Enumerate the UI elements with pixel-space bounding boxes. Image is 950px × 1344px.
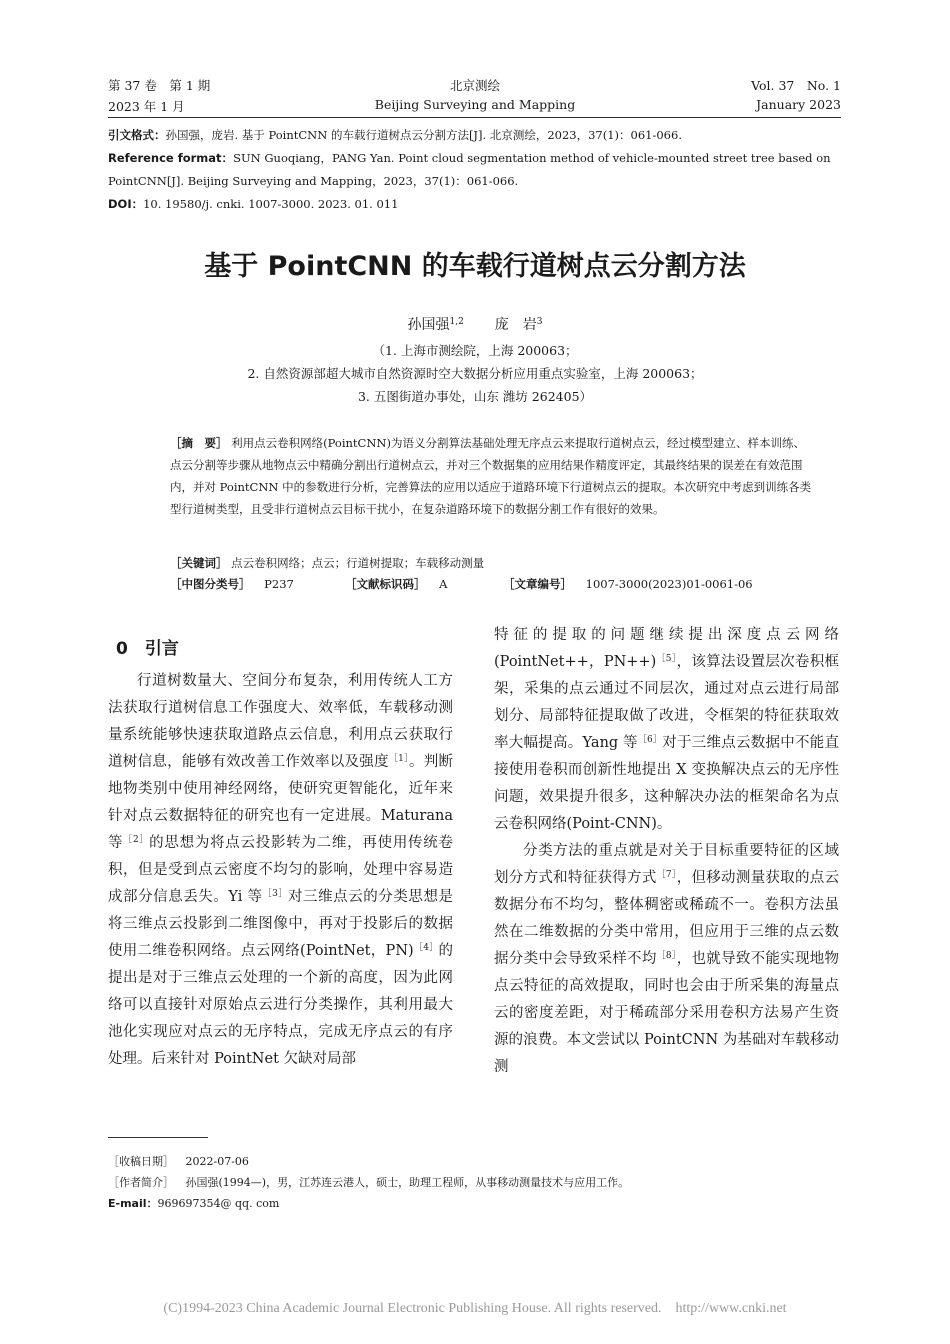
abstract <box>170 432 816 520</box>
clc-value: P237 <box>264 577 294 591</box>
citation-3: ［3］ <box>262 889 288 899</box>
email-label: E-mail： <box>108 1197 158 1210</box>
citation-4: ［4］ <box>413 943 439 953</box>
affiliation-2: 2. 自然资源部超大城市自然资源时空大数据分析应用重点实验室，上海 200063； <box>247 366 703 381</box>
intro-paragraph-2 <box>494 838 839 1081</box>
para-text: 特征的提取的问题继续提出深度点云网络(PointNet++，PN++) <box>494 627 839 670</box>
header-journal-cn: 北京测绘 <box>449 78 500 93</box>
author-1-affil: 1,2 <box>449 317 464 327</box>
copyright-notice: (C)1994-2023 China Academic Journal Electronic Publishing House. All rights reserved. http://www.cnki.net <box>163 1301 787 1316</box>
para-text: 分类方法的重点就是对关于目标重要特征的区域划分方式和特征获得方式 <box>494 843 839 886</box>
citation-1: ［1］ <box>388 754 409 764</box>
reference-en-text-1: SUN Guoqiang，PANG Yan. Point cloud segmentation method of vehicle-mounted street tree based on <box>233 151 831 165</box>
para-text: 。判断地物类别中使用神经网络，使研究更智能化，近年来针对点云数据特征的研究也有一定进展。Maturana 等 <box>108 754 454 851</box>
author-bio: 孙国强(1994—)，男，江苏连云港人，硕士，助理工程师，从事移动测量技术与应用工作。 <box>185 1176 630 1189</box>
keywords-text: 点云卷积网络；点云；行道树提取；车载移动测量 <box>231 556 485 570</box>
reference-cn-text: 孙国强，庞岩. 基于 PointCNN 的车载行道树点云分割方法[J]. 北京测绘，2023，37(1)：061-066. <box>165 128 682 142</box>
article-number <box>503 576 753 592</box>
doc-code-label: ［文献标识码］ <box>345 577 426 591</box>
author-bio-label: ［作者简介］ <box>108 1176 174 1189</box>
footnote-email <box>108 1193 279 1214</box>
author-1: 孙国强 <box>407 317 450 333</box>
citation-6: ［6］ <box>637 735 663 745</box>
email-address: 969697354@ qq. com <box>157 1197 280 1210</box>
header-journal-en: Beijing Surveying and Mapping <box>374 97 576 112</box>
classification-number <box>170 576 294 592</box>
document-code <box>345 576 447 592</box>
header-volume-issue-en: Vol. 37 No. 1 <box>751 78 841 93</box>
para-text: 行道树数量大、空间分布复杂，利用传统人工方法获取行道树信息工作强度大、效率低，车载移动测量系统能够快速获取道路点云信息，利用点云获取行道树信息，能够有效改善工作效率以及强度 <box>108 673 453 770</box>
section-heading-intro: 0 引言 <box>116 639 179 659</box>
author-2: 庞 岩 <box>494 317 537 333</box>
header-date-cn: 2023 年 1 月 <box>108 99 185 114</box>
para-text: ，但移动测量获取的点云数据分布不均匀，整体稠密或稀疏不一。卷积方法虽然在二维数据的分类中常用，但应用于三维的点云数据分类中会导致采样不均 <box>494 870 840 967</box>
citation-8: ［8］ <box>656 951 677 961</box>
abstract-label: ［摘 要］ <box>170 436 228 450</box>
left-column <box>108 632 453 1073</box>
para-text: 的思想为将点云投影转为二维，再使用传统卷积，但是受到点云密度不均匀的影响，处理中容易造成部分信息丢失。Yi 等 <box>108 835 454 905</box>
abstract-text: 利用点云卷积网络(PointCNN)为语义分割算法基础处理无序点云来提取行道树点云，经过模型建立、样本训练、点云分割等步骤从地物点云中精确分割出行道树点云，并对三个数据集的应用结果作精度评定，其最终结果的误差在有效范围内，并对 PointCNN 中的参数进行分析，完善算法的应用以适应于道路环境下行道树点云的提取。本次研究中考虑到训练各类型行道树类型，且受非行道树点云目标干扰小，在复杂道路环境下的数据分割工作有很好的效果。 <box>170 436 812 516</box>
reference-cn-label: 引文格式： <box>108 128 166 142</box>
header-date-en: January 2023 <box>756 97 841 112</box>
para-text: ，该算法设置层次卷积框架，采集的点云通过不同层次，通过对点云进行局部划分、局部特征提取做了改进，令框架的特征获取效率大幅提高。Yang 等 <box>494 654 840 751</box>
header-volume-issue-cn: 第 37 卷 第 1 期 <box>108 78 211 93</box>
footnote-author <box>108 1172 629 1193</box>
footnote-rule <box>108 1137 208 1138</box>
citation-5: ［5］ <box>656 654 677 664</box>
reference-en-label: Reference format： <box>108 151 234 165</box>
reference-en-cont: PointCNN[J]. Beijing Surveying and Mapping，2023，37(1)：061-066. <box>108 174 519 188</box>
right-column <box>494 622 839 1081</box>
reference-block <box>108 124 841 216</box>
reference-en <box>108 147 841 170</box>
doc-code-value: A <box>439 577 448 591</box>
para-text: 的提出是对于三维点云处理的一个新的高度，因为此网络可以直接针对原始点云进行分类操作，其利用最大池化实现应对点云的无序特点，完成无序点云的有序处理。后来针对 PointNet 欠缺对局部 <box>108 943 453 1067</box>
paper-title: 基于 PointCNN 的车载行道树点云分割方法 <box>204 251 746 282</box>
author-2-affil: 3 <box>536 317 543 327</box>
intro-paragraph-1 <box>108 668 453 1073</box>
intro-paragraph-1-cont <box>494 622 839 838</box>
reference-cn <box>108 124 841 147</box>
para-text: ，也就导致不能实现地物点云特征的高效提取，同时也会由于所采集的海量点云的密度差距，对于稀疏部分采用卷积方法易产生资源的浪费。本文尝试以 PointCNN 为基础对车载移动测 <box>494 951 840 1075</box>
citation-7: ［7］ <box>656 870 677 880</box>
article-no-label: ［文章编号］ <box>503 577 572 591</box>
affiliation-3: 3. 五图街道办事处，山东 潍坊 262405） <box>357 389 593 404</box>
doi-text: 10. 19580/j. cnki. 1007-3000. 2023. 01. 011 <box>143 197 399 211</box>
affiliation-1: （1. 上海市测绘院，上海 200063； <box>372 343 578 358</box>
citation-2: ［2］ <box>123 835 150 845</box>
authors-line <box>0 314 950 334</box>
article-no-value: 1007-3000(2023)01-0061-06 <box>585 577 753 591</box>
para-text: 对三维点云的分类思想是将三维点云投影到二维图像中，再对于投影后的数据使用二维卷积网络。点云网络(PointNet，PN) <box>108 889 453 959</box>
header-rule <box>108 117 841 118</box>
keywords-label: ［关键词］ <box>170 556 228 570</box>
reference-doi <box>108 193 841 216</box>
received-date: 2022-07-06 <box>185 1155 249 1168</box>
para-text: 对于三维点云数据中不能直接使用卷积而创新性地提出 X 变换解决点云的无序性问题，效果提升很多，这种解决办法的框架命名为点云卷积网络(Point-CNN)。 <box>494 735 839 832</box>
received-label: ［收稿日期］ <box>108 1155 174 1168</box>
doi-label: DOI： <box>108 197 144 211</box>
keywords <box>170 552 816 574</box>
clc-label: ［中图分类号］ <box>170 577 251 591</box>
footnote-received <box>108 1151 249 1172</box>
